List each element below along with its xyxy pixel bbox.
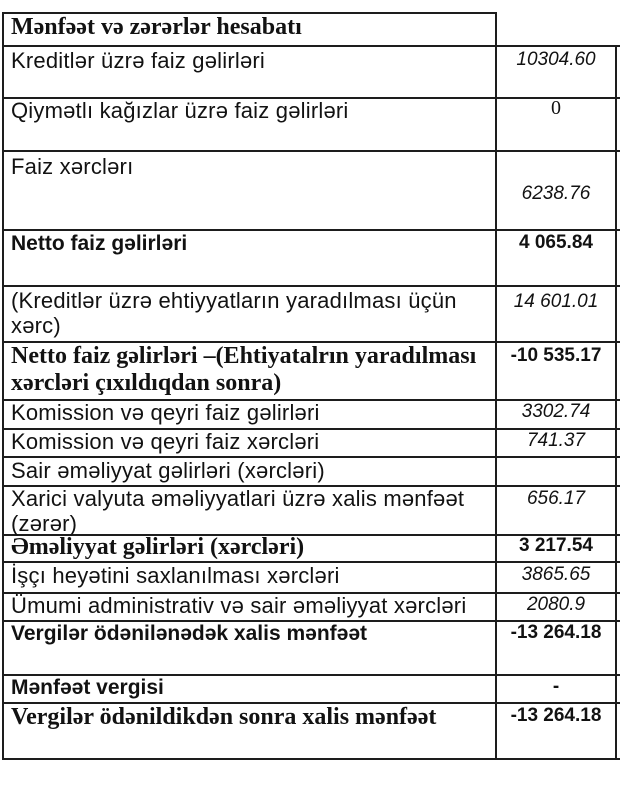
table-row-label: Mənfəət vergisi	[11, 676, 164, 699]
table-row-label: Qiymətlı kağızlar üzrə faiz gəlirləri	[11, 98, 349, 123]
table-row-label: Vergilər ödənilənədək xalis mənfəət	[11, 622, 367, 645]
table-row-label: Ümumi administrativ və sair əməliyyat xərcləri	[11, 593, 467, 618]
table-row-label: Kreditlər üzrə faiz gəlirləri	[11, 48, 265, 73]
table-row-label: Netto faiz gəlirləri –(Ehtiyatalrın yaradılması xərcləri çıxıldıqdan sonra)	[11, 343, 477, 396]
table-row-value: 3302.74	[521, 401, 591, 422]
table-row-value: 6238.76	[521, 183, 591, 204]
grid-line-horizontal	[2, 285, 620, 287]
table-row-label: Xarici valyuta əməliyyatlari üzrə xalis mənfəət (zərər)	[11, 486, 465, 536]
table-row-value: 3 217.54	[519, 535, 593, 556]
report-title: Mənfəət və zərərlər hesabatı	[11, 14, 302, 40]
table-row-value: 0	[551, 97, 561, 119]
grid-line-vertical	[495, 12, 497, 760]
table-row-label: Netto faiz gəlirləri	[11, 232, 188, 255]
table-row-label: Əməliyyat gəlirləri (xərcləri)	[11, 534, 305, 560]
grid-line-horizontal	[2, 150, 620, 152]
table-row-value: 2080.9	[526, 594, 586, 615]
table-row-label: Komission və qeyri faiz gəlirləri	[11, 400, 320, 425]
table-row-label: Vergilər ödənildikdən sonra xalis mənfəət	[11, 704, 437, 730]
grid-line-horizontal	[2, 45, 620, 47]
table-row-value: -	[552, 676, 560, 697]
grid-line-vertical	[615, 45, 617, 760]
table-row-label: Komission və qeyri faiz xərcləri	[11, 429, 320, 454]
table-row-value: 656.17	[526, 488, 586, 509]
table-row-value: -13 264.18	[510, 705, 602, 726]
table-row-value: -13 264.18	[510, 622, 602, 643]
table-row-label: Sair əməliyyat gəlirləri (xərcləri)	[11, 458, 325, 483]
table-row-label: İşçı heyətini saxlanılması xərcləri	[11, 563, 340, 588]
table-row-value: 741.37	[526, 430, 586, 451]
table-row-label: Faiz xərclərı	[11, 154, 134, 179]
grid-line-horizontal	[2, 758, 620, 760]
table-row-value: 10304.60	[516, 49, 596, 70]
table-row-value: 14 601.01	[513, 291, 599, 312]
table-row-value: 4 065.84	[519, 232, 593, 253]
table-row-label: (Kreditlər üzrə ehtiyyatların yaradılması üçün xərc)	[11, 288, 457, 338]
table-row-value: 3865.65	[521, 564, 591, 585]
grid-line-vertical	[2, 12, 4, 760]
table-row-value: -10 535.17	[510, 345, 602, 366]
